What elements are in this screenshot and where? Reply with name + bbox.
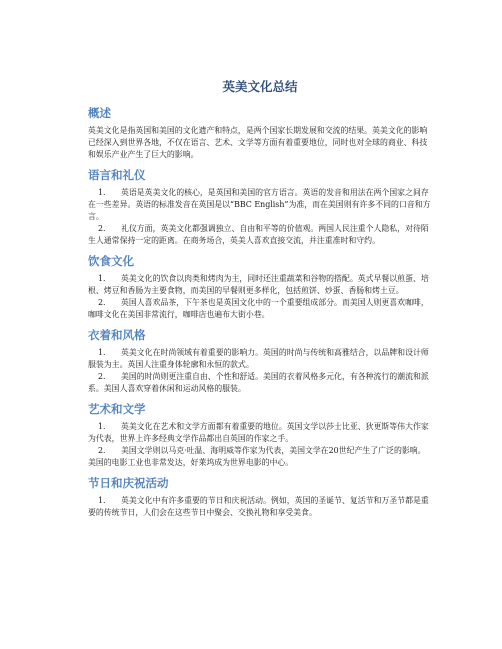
list-item <box>88 223 432 247</box>
list-item-text: 英美文化中有许多重要的节日和庆祝活动。例如，英国的圣诞节、复活节和万圣节都是重要的传统节日，人们会在这些节日中聚会、交换礼物和享受美食。 <box>88 496 429 517</box>
list-item-text: 英美文化在艺术和文学方面都有着重要的地位。英国文学以莎士比亚、狄更斯等伟大作家为代表，世界上许多经典文学作品都出自英国的作家之手。 <box>88 422 429 443</box>
list-item-number: 1. <box>98 496 106 505</box>
section-heading-clothing-style: 衣着和风格 <box>88 328 146 342</box>
section-paragraph: 英美文化是指英国和美国的文化遗产和特点，是两个国家长期发展和交流的结果。英美文化的影响已经深入到世界各地，不仅在语言、艺术、文学等方面有着重要地位，同时也对全球的商业、科技和娱乐产业产生了巨大的影响。 <box>88 126 428 159</box>
list-item-text: 礼仪方面，英美文化都强调独立、自由和平等的价值观。两国人民注重个人隐私，对待陌生人通常保持一定的距离。在商务场合，英美人喜欢直接交流，并注重准时和守约。 <box>88 224 429 245</box>
list-item <box>88 445 432 469</box>
section-heading-festivals: 节日和庆祝活动 <box>88 476 169 490</box>
section-heading-art-literature: 艺术和文学 <box>88 402 146 416</box>
list-item <box>88 371 432 395</box>
list-item-text: 英美文化在时尚领域有着重要的影响力。英国的时尚与传统和高雅结合，以品牌和设计师服装为主。英国人注重身体轮廓和永恒的款式。 <box>88 348 429 369</box>
list-item-number: 2. <box>98 446 106 455</box>
list-item-number: 1. <box>98 274 106 283</box>
list-item-text: 英国人喜欢品茶，下午茶也是英国文化中的一个重要组成部分。而美国人则更喜欢咖啡，咖啡文化在美国非常流行，咖啡店也遍布大街小巷。 <box>88 298 429 319</box>
list-item-number: 1. <box>98 422 106 431</box>
list-item <box>88 187 432 223</box>
list-item-number: 1. <box>98 348 106 357</box>
list-item <box>88 297 432 321</box>
section-heading-overview: 概述 <box>88 106 111 120</box>
list-item-text: 英美文化的饮食以肉类和烤肉为主，同时还注重蔬菜和谷物的搭配。英式早餐以煎蛋、培根、烤豆和香肠为主要食物，而美国的早餐则更多样化，包括煎饼、炒蛋、香肠和烤土豆。 <box>88 274 429 295</box>
section-heading-language-etiquette: 语言和礼仪 <box>88 168 146 182</box>
list-item <box>88 421 432 445</box>
list-item <box>88 273 432 297</box>
list-item-text: 英语是英美文化的核心，是英国和美国的官方语言。英语的发音和用法在两个国家之间存在一些差异。英语的标准发音在英国是以“BBC English”为准，而在美国则有许多不同的口音和方言。 <box>88 188 431 221</box>
list-item <box>88 347 432 371</box>
list-item <box>88 495 432 519</box>
list-item-number: 2. <box>98 372 106 381</box>
list-item-number: 2. <box>98 224 106 233</box>
list-item-text: 美国的时尚则更注重自由、个性和舒适。美国的衣着风格多元化，有各种流行的潮流和派系。美国人喜欢穿着休闲和运动风格的服装。 <box>88 372 429 393</box>
section-heading-food-culture: 饮食文化 <box>88 254 134 268</box>
list-item-number: 1. <box>98 188 106 197</box>
list-item-number: 2. <box>98 298 106 307</box>
document-title: 英美文化总结 <box>222 79 298 94</box>
list-item-text: 美国文学则以马克·吐温、海明威等作家为代表，美国文学在20世纪产生了广泛的影响。美国的电影工业也非常发达，好莱坞成为世界电影的中心。 <box>88 446 426 467</box>
